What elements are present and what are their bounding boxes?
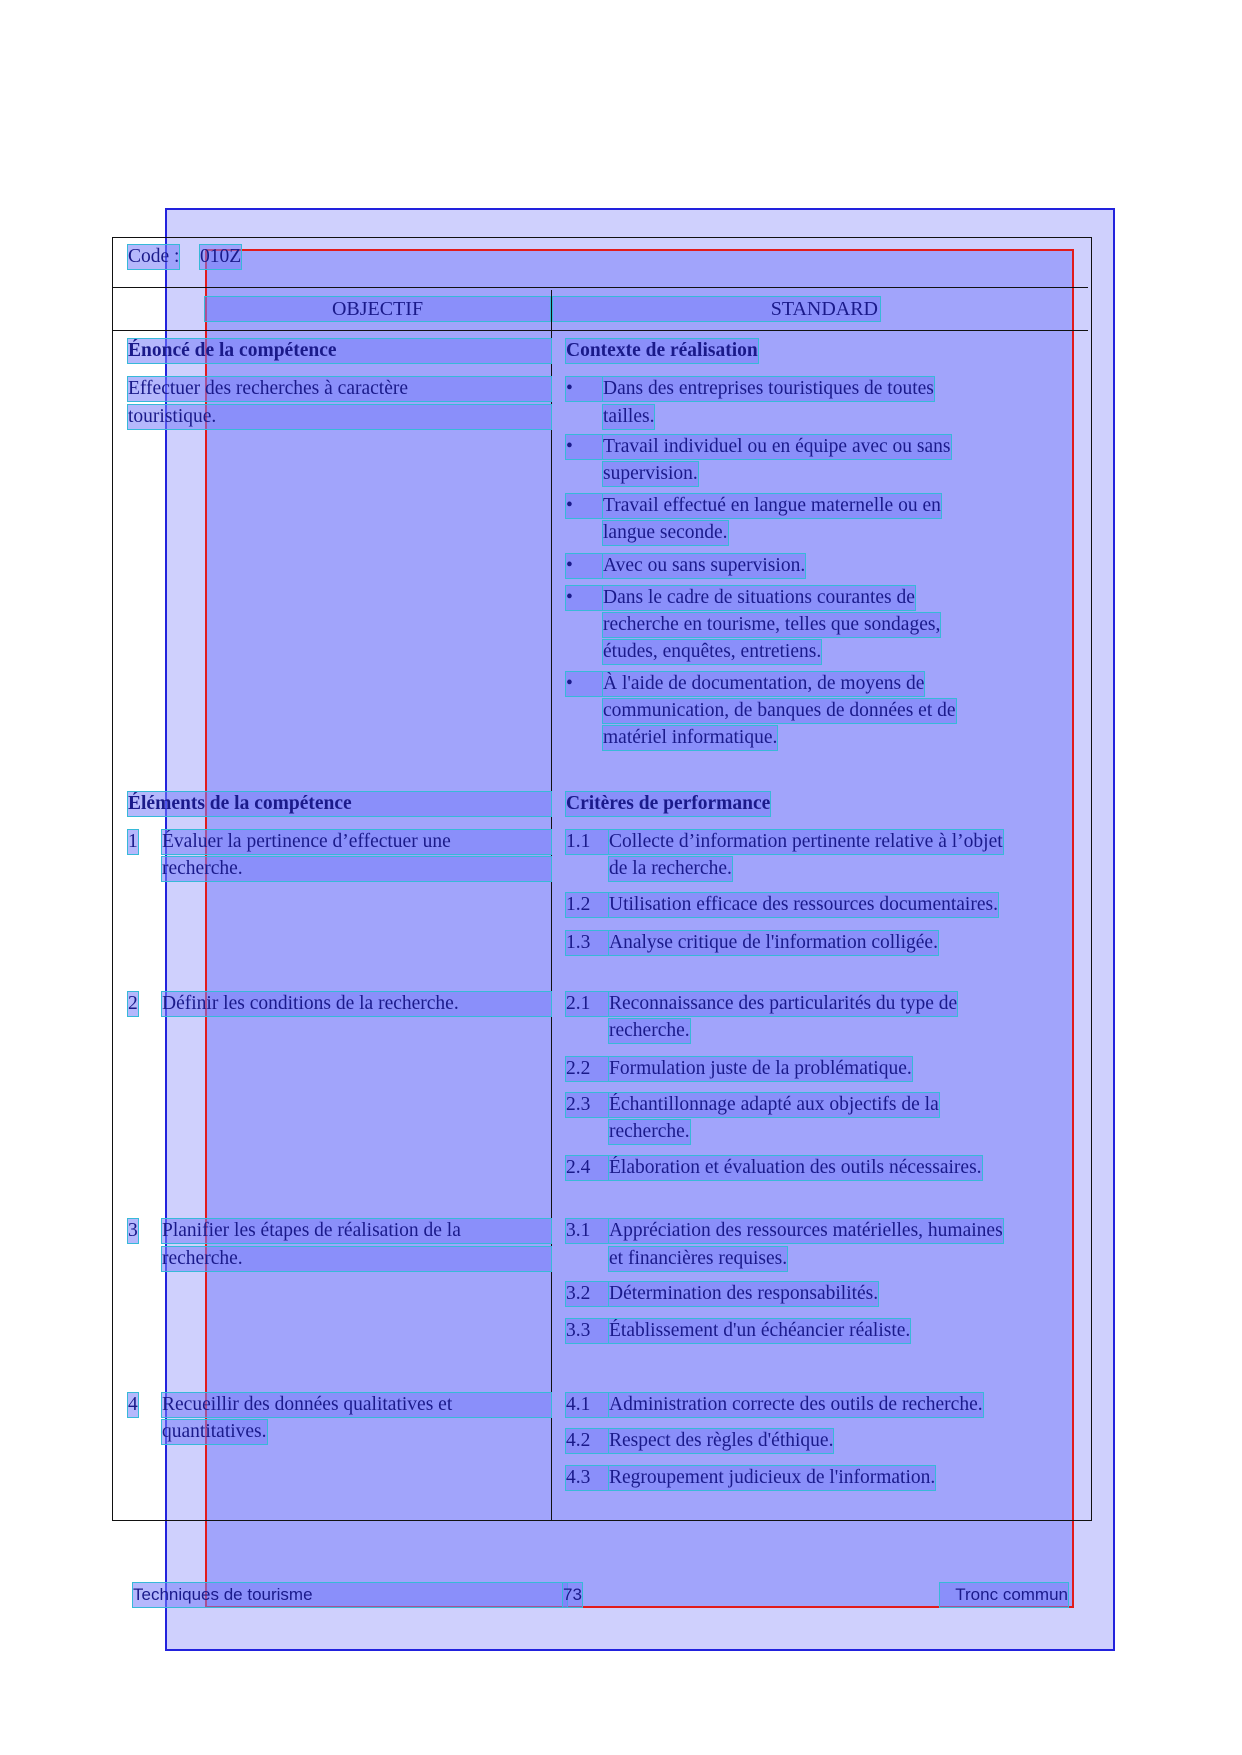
bullet-icon: • (566, 586, 602, 610)
critere-line: Regroupement judicieux de l'information. (609, 1467, 936, 1488)
critere-line: recherche. (609, 1121, 690, 1142)
bullet-icon: • (566, 494, 602, 518)
element-line: recherche. (162, 1247, 551, 1271)
contexte-line: tailles. (603, 406, 655, 427)
code-label: Code : (128, 246, 180, 267)
critere-line: Utilisation efficace des ressources documentaires. (609, 894, 998, 915)
contexte-line: Dans le cadre de situations courantes de (603, 587, 915, 608)
critere-line: et financières requises. (609, 1248, 788, 1269)
contexte-line: langue seconde. (603, 522, 728, 543)
criteres-title: Critères de performance (566, 793, 771, 814)
critere-line: Collecte d’information pertinente relative à l’objet (609, 831, 1003, 852)
contexte-line: communication, de banques de données et de (603, 700, 956, 721)
elements-title: Éléments de la compétence (128, 792, 551, 816)
element-line: recherche. (162, 857, 551, 881)
critere-line: Respect des règles d'éthique. (609, 1430, 834, 1451)
footer-page-number: 73 (563, 1583, 582, 1607)
footer-program: Techniques de tourisme (133, 1583, 567, 1607)
critere-line: Formulation juste de la problématique. (609, 1058, 912, 1079)
contexte-line: Avec ou sans supervision. (603, 555, 806, 576)
critere-line: recherche. (609, 1020, 690, 1041)
contexte-line: Dans des entreprises touristiques de toutes (603, 378, 934, 399)
critere-line: Administration correcte des outils de recherche. (609, 1394, 983, 1415)
bullet-icon: • (566, 554, 602, 578)
critere-number: 2.4 (566, 1156, 608, 1180)
critere-number: 3.2 (566, 1282, 608, 1306)
enonce-title: Énoncé de la compétence (128, 339, 551, 363)
element-number: 3 (128, 1220, 138, 1241)
element-line: Évaluer la pertinence d’effectuer une (162, 830, 551, 854)
element-line: Planifier les étapes de réalisation de la (162, 1219, 551, 1243)
critere-number: 4.3 (566, 1466, 608, 1490)
contexte-line: supervision. (603, 463, 698, 484)
contexte-line: À l'aide de documentation, de moyens de (603, 673, 925, 694)
contexte-line: recherche en tourisme, telles que sondages, (603, 614, 941, 635)
critere-line: Détermination des responsabilités. (609, 1283, 879, 1304)
element-line: quantitatives. (162, 1421, 267, 1442)
bullet-icon: • (566, 672, 602, 696)
critere-line: Élaboration et évaluation des outils nécessaires. (609, 1157, 982, 1178)
critere-number: 4.1 (566, 1393, 608, 1417)
element-number: 2 (128, 993, 138, 1014)
enonce-line-1: Effectuer des recherches à caractère (128, 377, 551, 401)
critere-line: Échantillonnage adapté aux objectifs de la (609, 1094, 939, 1115)
code-value: 010Z (200, 246, 242, 267)
header-standard: STANDARD (553, 297, 880, 321)
critere-line: de la recherche. (609, 858, 732, 879)
header-objectif: OBJECTIF (205, 297, 550, 321)
contexte-line: études, enquêtes, entretiens. (603, 641, 822, 662)
critere-line: Établissement d'un échéancier réaliste. (609, 1320, 911, 1341)
critere-line: Appréciation des ressources matérielles, humaines (609, 1220, 1003, 1241)
critere-number: 3.1 (566, 1219, 608, 1243)
critere-number: 2.2 (566, 1057, 608, 1081)
element-line: Recueillir des données qualitatives et (162, 1393, 551, 1417)
element-number: 4 (128, 1394, 138, 1415)
element-line: Définir les conditions de la recherche. (162, 992, 551, 1016)
critere-line: Analyse critique de l'information colligée. (609, 932, 938, 953)
critere-number: 1.1 (566, 830, 608, 854)
critere-number: 3.3 (566, 1319, 608, 1343)
contexte-title: Contexte de réalisation (566, 340, 758, 361)
contexte-line: Travail individuel ou en équipe avec ou sans (603, 436, 951, 457)
enonce-line-2: touristique. (128, 405, 551, 429)
contexte-line: Travail effectué en langue maternelle ou en (603, 495, 941, 516)
critere-number: 4.2 (566, 1429, 608, 1453)
bullet-icon: • (566, 377, 602, 401)
element-number: 1 (128, 831, 138, 852)
critere-number: 1.3 (566, 931, 608, 955)
critere-number: 2.1 (566, 992, 608, 1016)
critere-line: Reconnaissance des particularités du type de (609, 993, 958, 1014)
footer-section: Tronc commun (940, 1583, 1068, 1607)
contexte-line: matériel informatique. (603, 727, 778, 748)
bullet-icon: • (566, 435, 602, 459)
critere-number: 2.3 (566, 1093, 608, 1117)
critere-number: 1.2 (566, 893, 608, 917)
